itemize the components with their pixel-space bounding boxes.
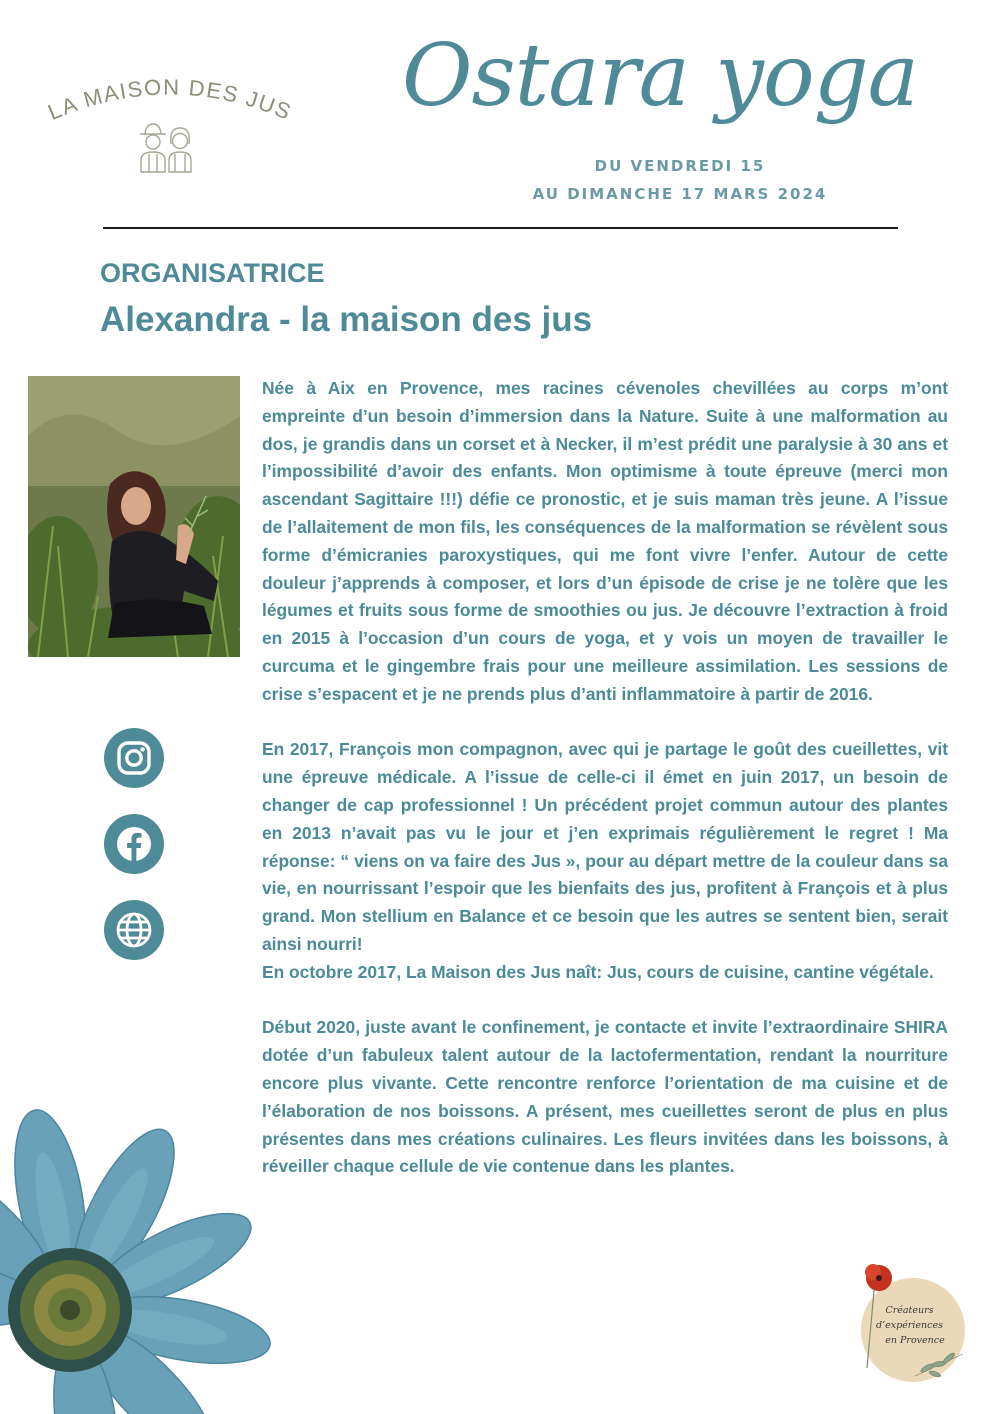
organizer-bio <box>262 375 948 1181</box>
bio-paragraph-1: Née à Aix en Provence, mes racines cévenoles chevillées au corps m’ont empreinte d’un besoin d’immersion dans la Nature. Suite à une malformation au dos, je grandis dans un corset et à Necker, il m’est prédit une paralysie à 30 ans et l’impossibilité d’avoir des enfants. Mon optimisme à toute épreuve (merci mon ascendant Sagittaire !!!) défie ce pronostic, et je suis maman très jeune. A l’issue de l’allaitement de mon fils, les conséquences de la malformation se révèlent sous forme d’émicranies paroxystiques, qui me font vivre l’enfer. Autour de cette douleur j’apprends à composer, et lors d’un épisode de crise je ne tolère que les légumes et fruits sous forme de smoothies ou jus. Je découvre l’extraction à froid en 2015 à l’occasion d’un cours de yoga, et y vois un moyen de travailler le curcuma et le gingembre frais pour une meilleure assimilation. Les sessions de crise s’espacent et je ne prends plus d’anti inflammatoire à partir de 2016. <box>262 378 948 704</box>
badge-line-3: en Provence <box>885 1335 945 1346</box>
bio-paragraph-2: En 2017, François mon compagnon, avec qui je partage le goût des cueillettes, vit une épreuve médicale. A l’issue de celle-ci il émet en juin 2017, un besoin de changer de cap professionnel ! Un précédent projet commun autour des plantes en 2013 n’avait pas vu le jour et j’en exprimais régulièrement le regret ! Ma réponse: “ viens on va faire des Jus », pour au départ mettre de la couleur dans sa vie, en nourrissant l’espoir que les bienfaits des jus, profitent à François et à plus grand. Mon stellium en Balance et ce besoin que les autres se sentent bien, serait ainsi nourri! <box>262 739 948 954</box>
website-button[interactable] <box>104 900 164 960</box>
blue-flower-illustration <box>0 1085 290 1414</box>
organizer-name: Alexandra - la maison des jus <box>100 300 593 339</box>
organizer-role: ORGANISATRICE <box>100 258 325 288</box>
event-dates <box>500 152 860 208</box>
badge-line-1: Créateurs <box>885 1305 934 1316</box>
facebook-icon <box>104 814 164 874</box>
provence-experiences-badge <box>845 1258 970 1393</box>
badge-line-2: d’expériences <box>876 1320 943 1331</box>
event-title: Ostara yoga <box>402 26 918 126</box>
instagram-icon <box>104 728 164 788</box>
globe-icon <box>104 900 164 960</box>
facebook-button[interactable] <box>104 814 164 874</box>
date-line-2: AU DIMANCHE 17 MARS 2024 <box>532 185 828 203</box>
bio-paragraph-4: Début 2020, juste avant le confinement, je contacte et invite l’extraordinaire SHIRA dotée d’un fabuleux talent autour de la lactofermentation, rendant la nourriture encore plus vivante. Cette rencontre renforce l’orientation de ma cuisine et de l’élaboration de nos boissons. A présent, mes cueillettes seront de plus en plus présentes dans mes créations culinaires. Les fleurs invitées dans les boissons, à réveiller chaque cellule de vie contenue dans les plantes. <box>262 1017 948 1177</box>
bio-paragraph-3: En octobre 2017, La Maison des Jus naît: Jus, cours de cuisine, cantine végétale. <box>262 961 934 982</box>
svg-text:Créateurs d’expériences <box>876 1305 946 1346</box>
organizer-photo <box>28 376 240 657</box>
two-people-icon <box>140 124 191 172</box>
date-line-1: DU VENDREDI 15 <box>594 157 766 175</box>
brand-logo <box>30 72 320 182</box>
brand-name: LA MAISON DES JUS <box>44 74 296 125</box>
instagram-button[interactable] <box>104 728 164 788</box>
header-divider <box>103 227 898 229</box>
